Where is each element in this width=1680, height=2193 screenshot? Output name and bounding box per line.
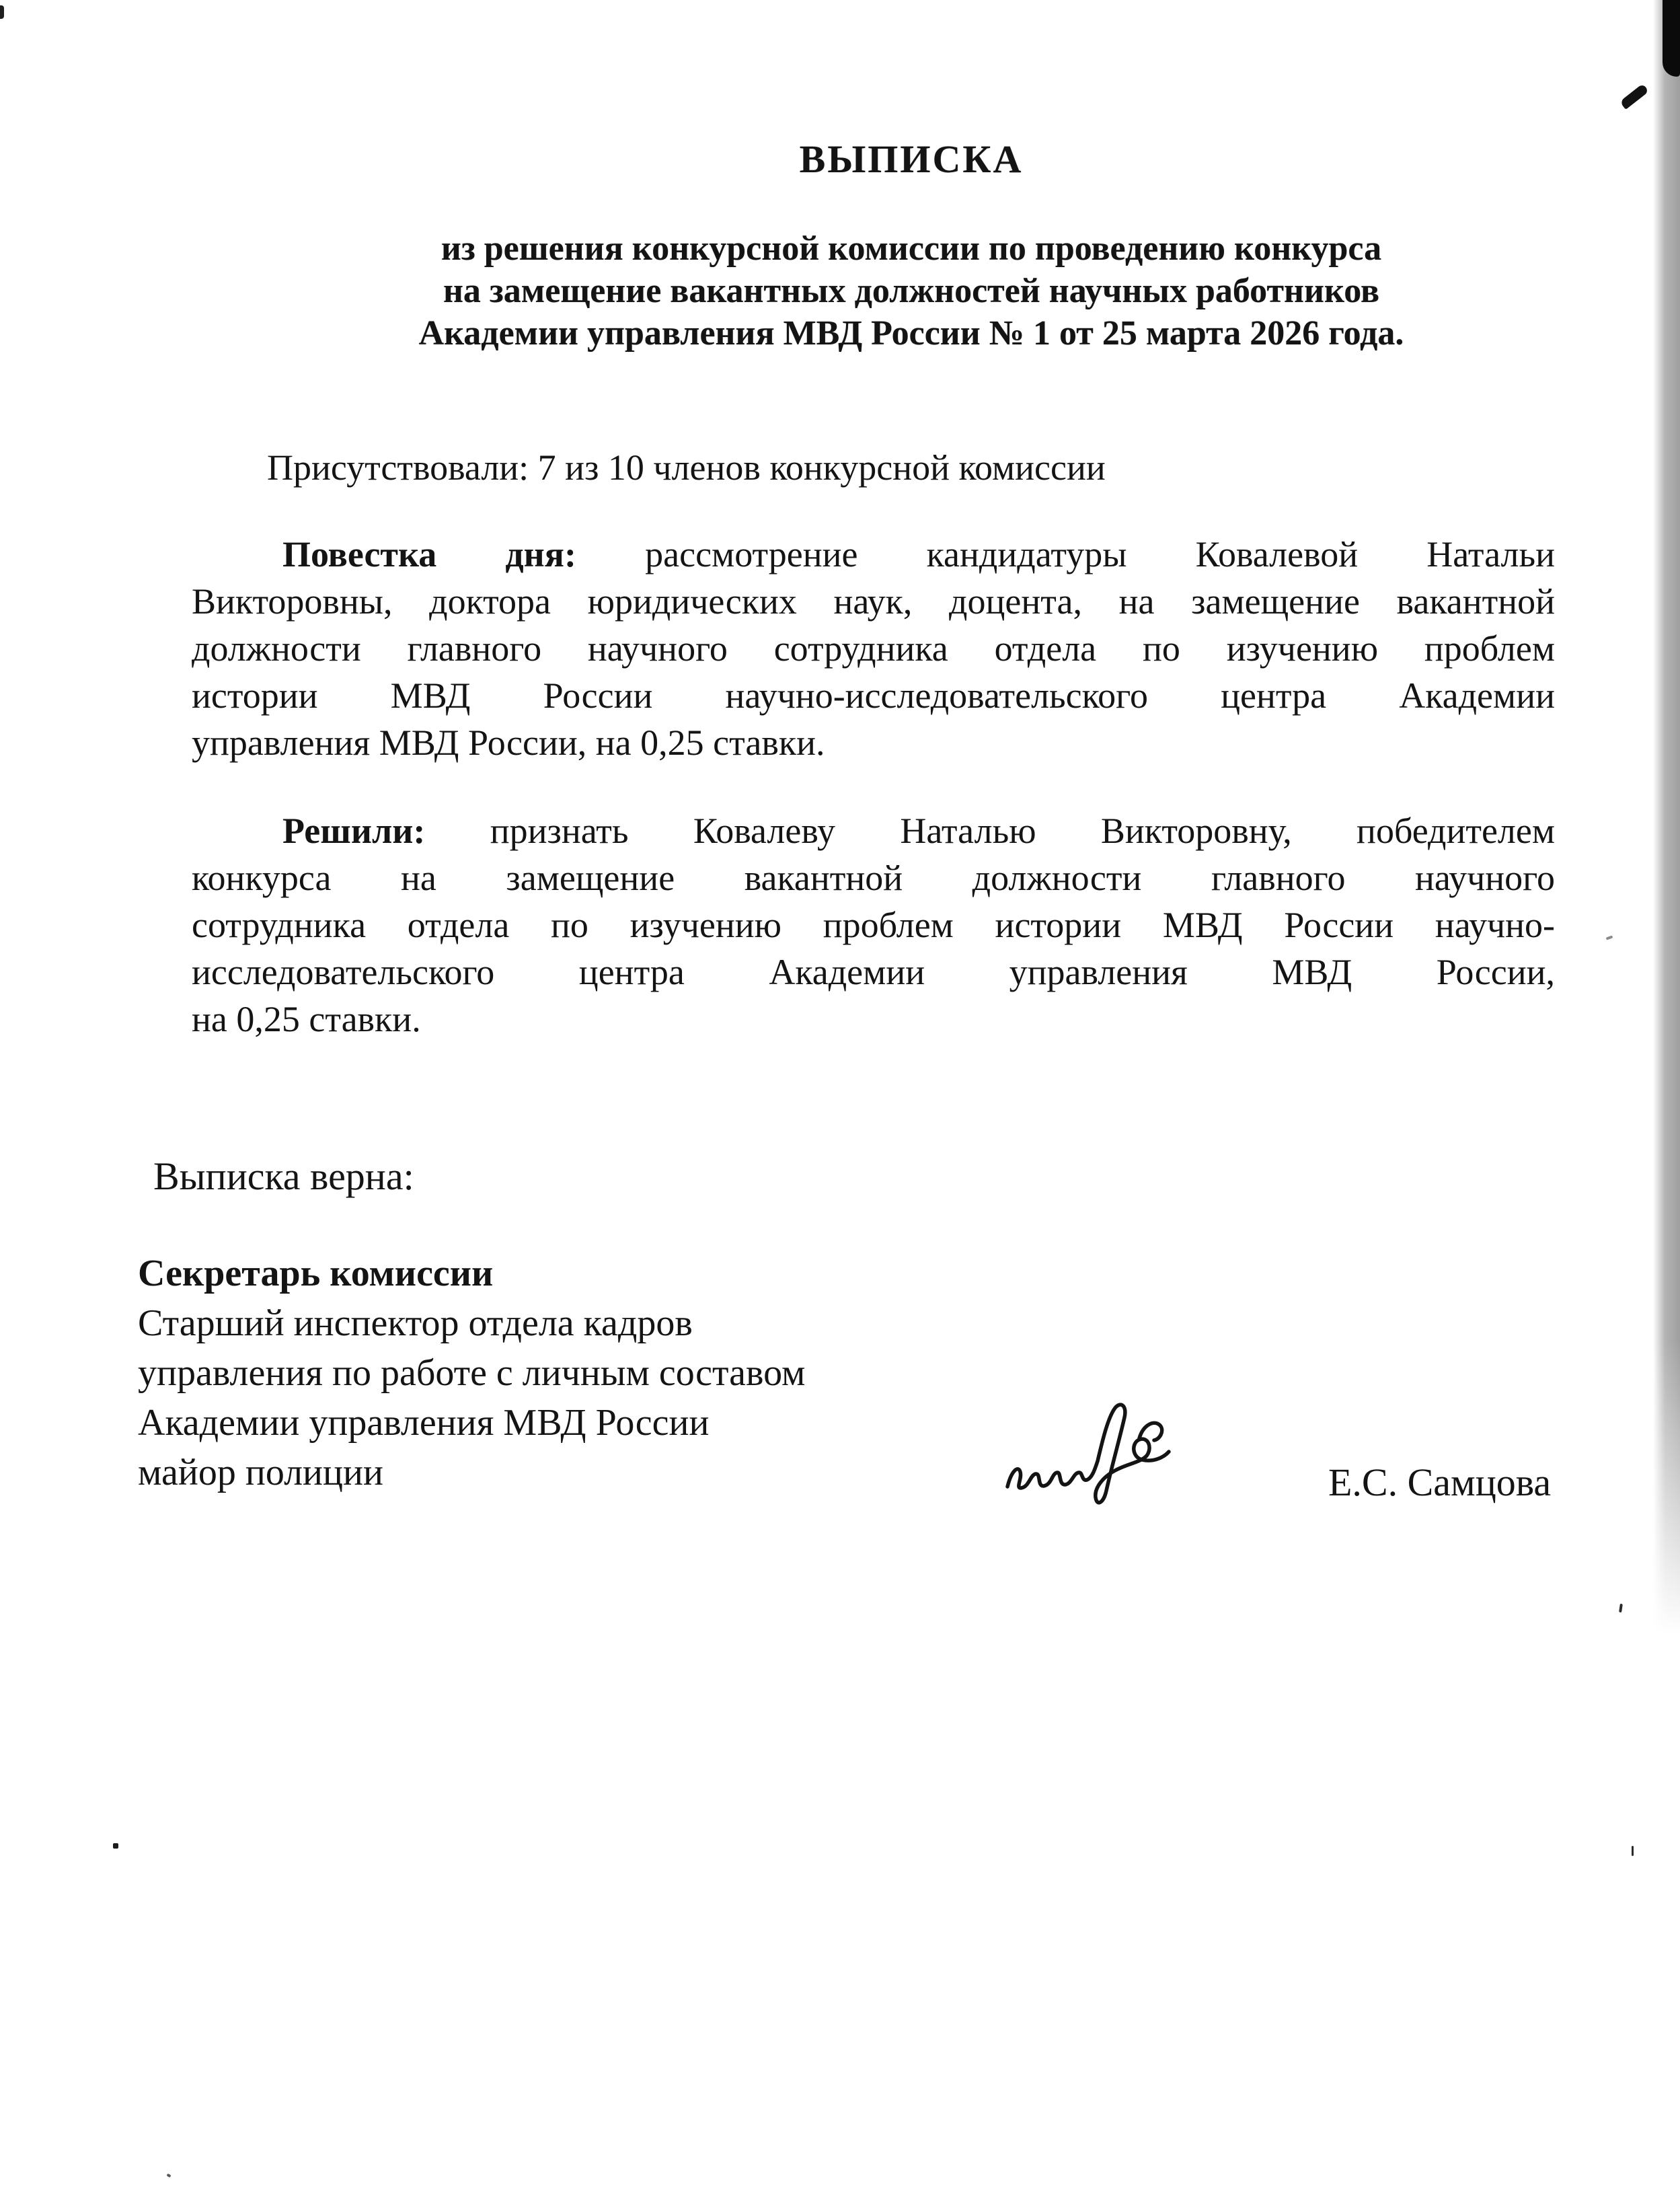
agenda-label: Повестка дня:: [282, 534, 576, 574]
agenda-line: Викторовны, доктора юридических наук, доцента, на замещение вакантной: [192, 581, 1555, 622]
agenda-lines: [192, 578, 1555, 766]
page-title: ВЫПИСКА: [799, 137, 1024, 181]
scan-left-notch: [0, 5, 4, 19]
pen-mark-artifact: [1619, 83, 1649, 110]
agenda-line: управления МВД России, на 0,25 ставки.: [192, 722, 825, 763]
scan-edge-streak: [1653, 0, 1680, 1635]
subtitle-line: Академии управления МВД России № 1 от 25 марта 2026 года.: [418, 314, 1404, 352]
signatory-name: Е.С. Самцова: [1328, 1460, 1552, 1504]
handwritten-signature: [1002, 1399, 1217, 1517]
scan-speck: [1606, 935, 1613, 940]
subtitle-line: на замещение вакантных должностей научных работников: [443, 272, 1380, 310]
subtitle-line: из решения конкурсной комиссии по проведению конкурса: [441, 229, 1382, 268]
agenda-first-line: [192, 531, 1555, 578]
signature-block-line: Академии управления МВД России: [138, 1402, 710, 1444]
scan-speck: [166, 2173, 171, 2178]
signature-role: Секретарь комиссии: [138, 1253, 494, 1294]
scan-speck: [1632, 1846, 1634, 1856]
signature-role-lines: [138, 1298, 805, 1497]
resolution-line: конкурса на замещение вакантной должности главного научного: [192, 858, 1555, 898]
resolution-first-line-text: признать Ковалеву Наталью Викторовну, победителем: [490, 811, 1556, 851]
resolution-first-line: [192, 807, 1555, 854]
resolution-line: сотрудника отдела по изучению проблем истории МВД России научно-: [192, 905, 1555, 945]
resolution-lines: [192, 854, 1555, 1043]
agenda-line: должности главного научного сотрудника отдела по изучению проблем: [192, 628, 1555, 669]
document-subtitle: [202, 227, 1621, 355]
scan-speck: [1619, 1604, 1623, 1612]
attendance-line: Присутствовали: 7 из 10 членов конкурсной комиссии: [267, 447, 1106, 488]
signature-block-line: Старший инспектор отдела кадров: [138, 1302, 693, 1344]
signature-block-line: управления по работе с личным составом: [138, 1352, 806, 1394]
signature-block-line: майор полиции: [138, 1452, 383, 1493]
resolution-paragraph: [192, 807, 1555, 1043]
resolution-line: исследовательского центра Академии управления МВД России,: [192, 952, 1555, 992]
agenda-paragraph: [192, 531, 1555, 766]
signature-block: [138, 1249, 805, 1497]
certification-line: Выписка верна:: [153, 1154, 414, 1198]
resolution-label: Решили:: [282, 811, 426, 851]
scan-speck: [113, 1843, 118, 1849]
agenda-line: истории МВД России научно-исследовательского центра Академии: [192, 675, 1555, 716]
agenda-first-line-text: рассмотрение кандидатуры Ковалевой Натальи: [645, 534, 1555, 574]
resolution-line: на 0,25 ставки.: [192, 999, 421, 1039]
scan-corner-artifact: [1663, 0, 1680, 77]
